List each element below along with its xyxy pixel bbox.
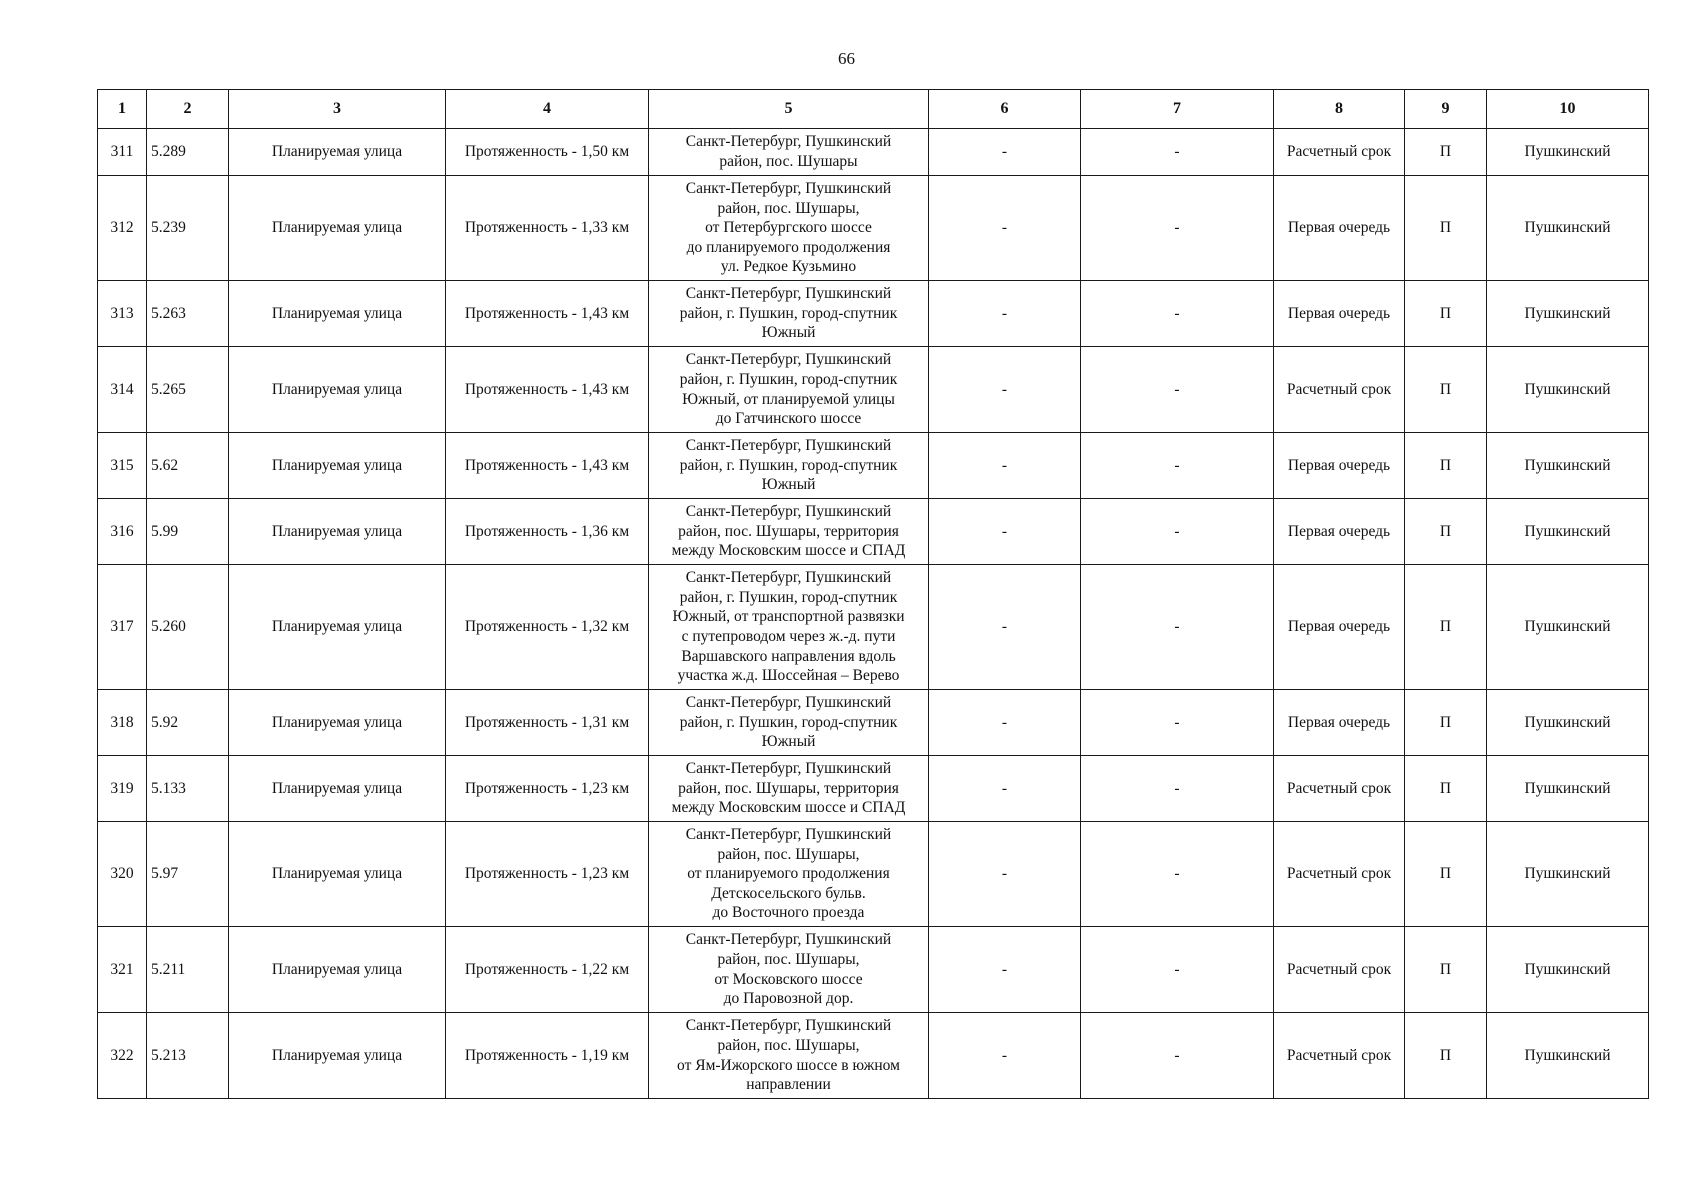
object-location: Санкт-Петербург, Пушкинский район, г. Пушкин, город-спутник Южный, от транспортной развязки с путепроводом через ж.-д. пути Варшавского направления вдоль участка ж.д. Шоссейная – Верево bbox=[649, 565, 929, 690]
column-6-value: - bbox=[929, 756, 1081, 822]
object-location: Санкт-Петербург, Пушкинский район, г. Пушкин, город-спутник Южный bbox=[649, 690, 929, 756]
table-row bbox=[98, 927, 1649, 1013]
object-status: П bbox=[1405, 822, 1487, 927]
object-name: Планируемая улица bbox=[229, 565, 446, 690]
implementation-stage: Первая очередь bbox=[1274, 565, 1405, 690]
object-name: Планируемая улица bbox=[229, 433, 446, 499]
object-location: Санкт-Петербург, Пушкинский район, пос. Шушары, от Московского шоссе до Паровозной дор. bbox=[649, 927, 929, 1013]
object-length: Протяженность - 1,33 км bbox=[446, 176, 649, 281]
table-row bbox=[98, 690, 1649, 756]
column-6-value: - bbox=[929, 927, 1081, 1013]
object-status: П bbox=[1405, 756, 1487, 822]
object-name: Планируемая улица bbox=[229, 756, 446, 822]
district-name: Пушкинский bbox=[1487, 565, 1649, 690]
district-name: Пушкинский bbox=[1487, 927, 1649, 1013]
object-code: 5.62 bbox=[147, 433, 229, 499]
column-header-4: 4 bbox=[446, 90, 649, 129]
district-name: Пушкинский bbox=[1487, 499, 1649, 565]
district-name: Пушкинский bbox=[1487, 176, 1649, 281]
object-code: 5.289 bbox=[147, 129, 229, 176]
implementation-stage: Первая очередь bbox=[1274, 499, 1405, 565]
column-6-value: - bbox=[929, 433, 1081, 499]
table-row bbox=[98, 1013, 1649, 1099]
table-row bbox=[98, 565, 1649, 690]
column-6-value: - bbox=[929, 281, 1081, 347]
implementation-stage: Первая очередь bbox=[1274, 690, 1405, 756]
object-name: Планируемая улица bbox=[229, 690, 446, 756]
object-status: П bbox=[1405, 499, 1487, 565]
object-status: П bbox=[1405, 565, 1487, 690]
object-length: Протяженность - 1,22 км bbox=[446, 927, 649, 1013]
row-number: 319 bbox=[98, 756, 147, 822]
object-length: Протяженность - 1,43 км bbox=[446, 281, 649, 347]
column-header-7: 7 bbox=[1081, 90, 1274, 129]
implementation-stage: Первая очередь bbox=[1274, 176, 1405, 281]
implementation-stage: Расчетный срок bbox=[1274, 1013, 1405, 1099]
object-code: 5.211 bbox=[147, 927, 229, 1013]
object-length: Протяженность - 1,32 км bbox=[446, 565, 649, 690]
column-header-8: 8 bbox=[1274, 90, 1405, 129]
object-location: Санкт-Петербург, Пушкинский район, г. Пушкин, город-спутник Южный bbox=[649, 281, 929, 347]
object-location: Санкт-Петербург, Пушкинский район, пос. Шушары, от Ям-Ижорского шоссе в южном направлении bbox=[649, 1013, 929, 1099]
table-row bbox=[98, 822, 1649, 927]
object-length: Протяженность - 1,50 км bbox=[446, 129, 649, 176]
object-location: Санкт-Петербург, Пушкинский район, пос. Шушары, от Петербургского шоссе до планируемого продолжения ул. Редкое Кузьмино bbox=[649, 176, 929, 281]
column-7-value: - bbox=[1081, 927, 1274, 1013]
object-code: 5.260 bbox=[147, 565, 229, 690]
column-header-2: 2 bbox=[147, 90, 229, 129]
row-number: 311 bbox=[98, 129, 147, 176]
column-6-value: - bbox=[929, 499, 1081, 565]
column-7-value: - bbox=[1081, 822, 1274, 927]
column-6-value: - bbox=[929, 1013, 1081, 1099]
row-number: 312 bbox=[98, 176, 147, 281]
district-name: Пушкинский bbox=[1487, 281, 1649, 347]
table-row bbox=[98, 176, 1649, 281]
column-7-value: - bbox=[1081, 347, 1274, 433]
row-number: 318 bbox=[98, 690, 147, 756]
implementation-stage: Расчетный срок bbox=[1274, 347, 1405, 433]
object-status: П bbox=[1405, 690, 1487, 756]
implementation-stage: Первая очередь bbox=[1274, 433, 1405, 499]
object-length: Протяженность - 1,23 км bbox=[446, 822, 649, 927]
object-length: Протяженность - 1,36 км bbox=[446, 499, 649, 565]
district-name: Пушкинский bbox=[1487, 822, 1649, 927]
row-number: 314 bbox=[98, 347, 147, 433]
implementation-stage: Расчетный срок bbox=[1274, 927, 1405, 1013]
row-number: 320 bbox=[98, 822, 147, 927]
table-body bbox=[98, 129, 1649, 1099]
object-location: Санкт-Петербург, Пушкинский район, г. Пушкин, город-спутник Южный, от планируемой улицы до Гатчинского шоссе bbox=[649, 347, 929, 433]
column-6-value: - bbox=[929, 690, 1081, 756]
header-row bbox=[98, 90, 1649, 129]
page-number: 66 bbox=[838, 49, 855, 68]
implementation-stage: Расчетный срок bbox=[1274, 822, 1405, 927]
table-row bbox=[98, 129, 1649, 176]
object-name: Планируемая улица bbox=[229, 927, 446, 1013]
district-name: Пушкинский bbox=[1487, 347, 1649, 433]
table-row bbox=[98, 499, 1649, 565]
object-code: 5.265 bbox=[147, 347, 229, 433]
table-row bbox=[98, 281, 1649, 347]
table-row bbox=[98, 347, 1649, 433]
table-row bbox=[98, 433, 1649, 499]
object-name: Планируемая улица bbox=[229, 499, 446, 565]
column-6-value: - bbox=[929, 347, 1081, 433]
object-status: П bbox=[1405, 927, 1487, 1013]
column-6-value: - bbox=[929, 822, 1081, 927]
column-header-5: 5 bbox=[649, 90, 929, 129]
column-7-value: - bbox=[1081, 433, 1274, 499]
object-name: Планируемая улица bbox=[229, 281, 446, 347]
object-location: Санкт-Петербург, Пушкинский район, пос. Шушары bbox=[649, 129, 929, 176]
row-number: 313 bbox=[98, 281, 147, 347]
row-number: 317 bbox=[98, 565, 147, 690]
column-header-10: 10 bbox=[1487, 90, 1649, 129]
object-status: П bbox=[1405, 1013, 1487, 1099]
table-row bbox=[98, 756, 1649, 822]
implementation-stage: Расчетный срок bbox=[1274, 756, 1405, 822]
object-length: Протяженность - 1,19 км bbox=[446, 1013, 649, 1099]
object-code: 5.99 bbox=[147, 499, 229, 565]
district-name: Пушкинский bbox=[1487, 1013, 1649, 1099]
column-7-value: - bbox=[1081, 565, 1274, 690]
object-name: Планируемая улица bbox=[229, 1013, 446, 1099]
object-name: Планируемая улица bbox=[229, 822, 446, 927]
object-location: Санкт-Петербург, Пушкинский район, пос. Шушары, территория между Московским шоссе и СПАД bbox=[649, 756, 929, 822]
column-6-value: - bbox=[929, 129, 1081, 176]
object-status: П bbox=[1405, 129, 1487, 176]
row-number: 316 bbox=[98, 499, 147, 565]
object-location: Санкт-Петербург, Пушкинский район, г. Пушкин, город-спутник Южный bbox=[649, 433, 929, 499]
object-status: П bbox=[1405, 433, 1487, 499]
column-7-value: - bbox=[1081, 756, 1274, 822]
district-name: Пушкинский bbox=[1487, 690, 1649, 756]
district-name: Пушкинский bbox=[1487, 129, 1649, 176]
object-length: Протяженность - 1,23 км bbox=[446, 756, 649, 822]
column-6-value: - bbox=[929, 565, 1081, 690]
object-code: 5.263 bbox=[147, 281, 229, 347]
object-name: Планируемая улица bbox=[229, 176, 446, 281]
object-code: 5.213 bbox=[147, 1013, 229, 1099]
object-length: Протяженность - 1,43 км bbox=[446, 347, 649, 433]
column-7-value: - bbox=[1081, 499, 1274, 565]
column-7-value: - bbox=[1081, 129, 1274, 176]
object-code: 5.133 bbox=[147, 756, 229, 822]
object-code: 5.239 bbox=[147, 176, 229, 281]
implementation-stage: Первая очередь bbox=[1274, 281, 1405, 347]
object-name: Планируемая улица bbox=[229, 129, 446, 176]
column-header-3: 3 bbox=[229, 90, 446, 129]
column-7-value: - bbox=[1081, 1013, 1274, 1099]
object-code: 5.97 bbox=[147, 822, 229, 927]
column-header-9: 9 bbox=[1405, 90, 1487, 129]
column-7-value: - bbox=[1081, 281, 1274, 347]
object-code: 5.92 bbox=[147, 690, 229, 756]
column-7-value: - bbox=[1081, 176, 1274, 281]
district-name: Пушкинский bbox=[1487, 433, 1649, 499]
implementation-stage: Расчетный срок bbox=[1274, 129, 1405, 176]
object-status: П bbox=[1405, 347, 1487, 433]
object-location: Санкт-Петербург, Пушкинский район, пос. Шушары, от планируемого продолжения Детскосельского бульв. до Восточного проезда bbox=[649, 822, 929, 927]
registry-table bbox=[97, 89, 1649, 1099]
column-header-1: 1 bbox=[98, 90, 147, 129]
object-name: Планируемая улица bbox=[229, 347, 446, 433]
object-location: Санкт-Петербург, Пушкинский район, пос. Шушары, территория между Московским шоссе и СПАД bbox=[649, 499, 929, 565]
object-length: Протяженность - 1,31 км bbox=[446, 690, 649, 756]
column-header-6: 6 bbox=[929, 90, 1081, 129]
column-7-value: - bbox=[1081, 690, 1274, 756]
row-number: 322 bbox=[98, 1013, 147, 1099]
row-number: 315 bbox=[98, 433, 147, 499]
object-length: Протяженность - 1,43 км bbox=[446, 433, 649, 499]
object-status: П bbox=[1405, 281, 1487, 347]
row-number: 321 bbox=[98, 927, 147, 1013]
column-6-value: - bbox=[929, 176, 1081, 281]
object-status: П bbox=[1405, 176, 1487, 281]
district-name: Пушкинский bbox=[1487, 756, 1649, 822]
